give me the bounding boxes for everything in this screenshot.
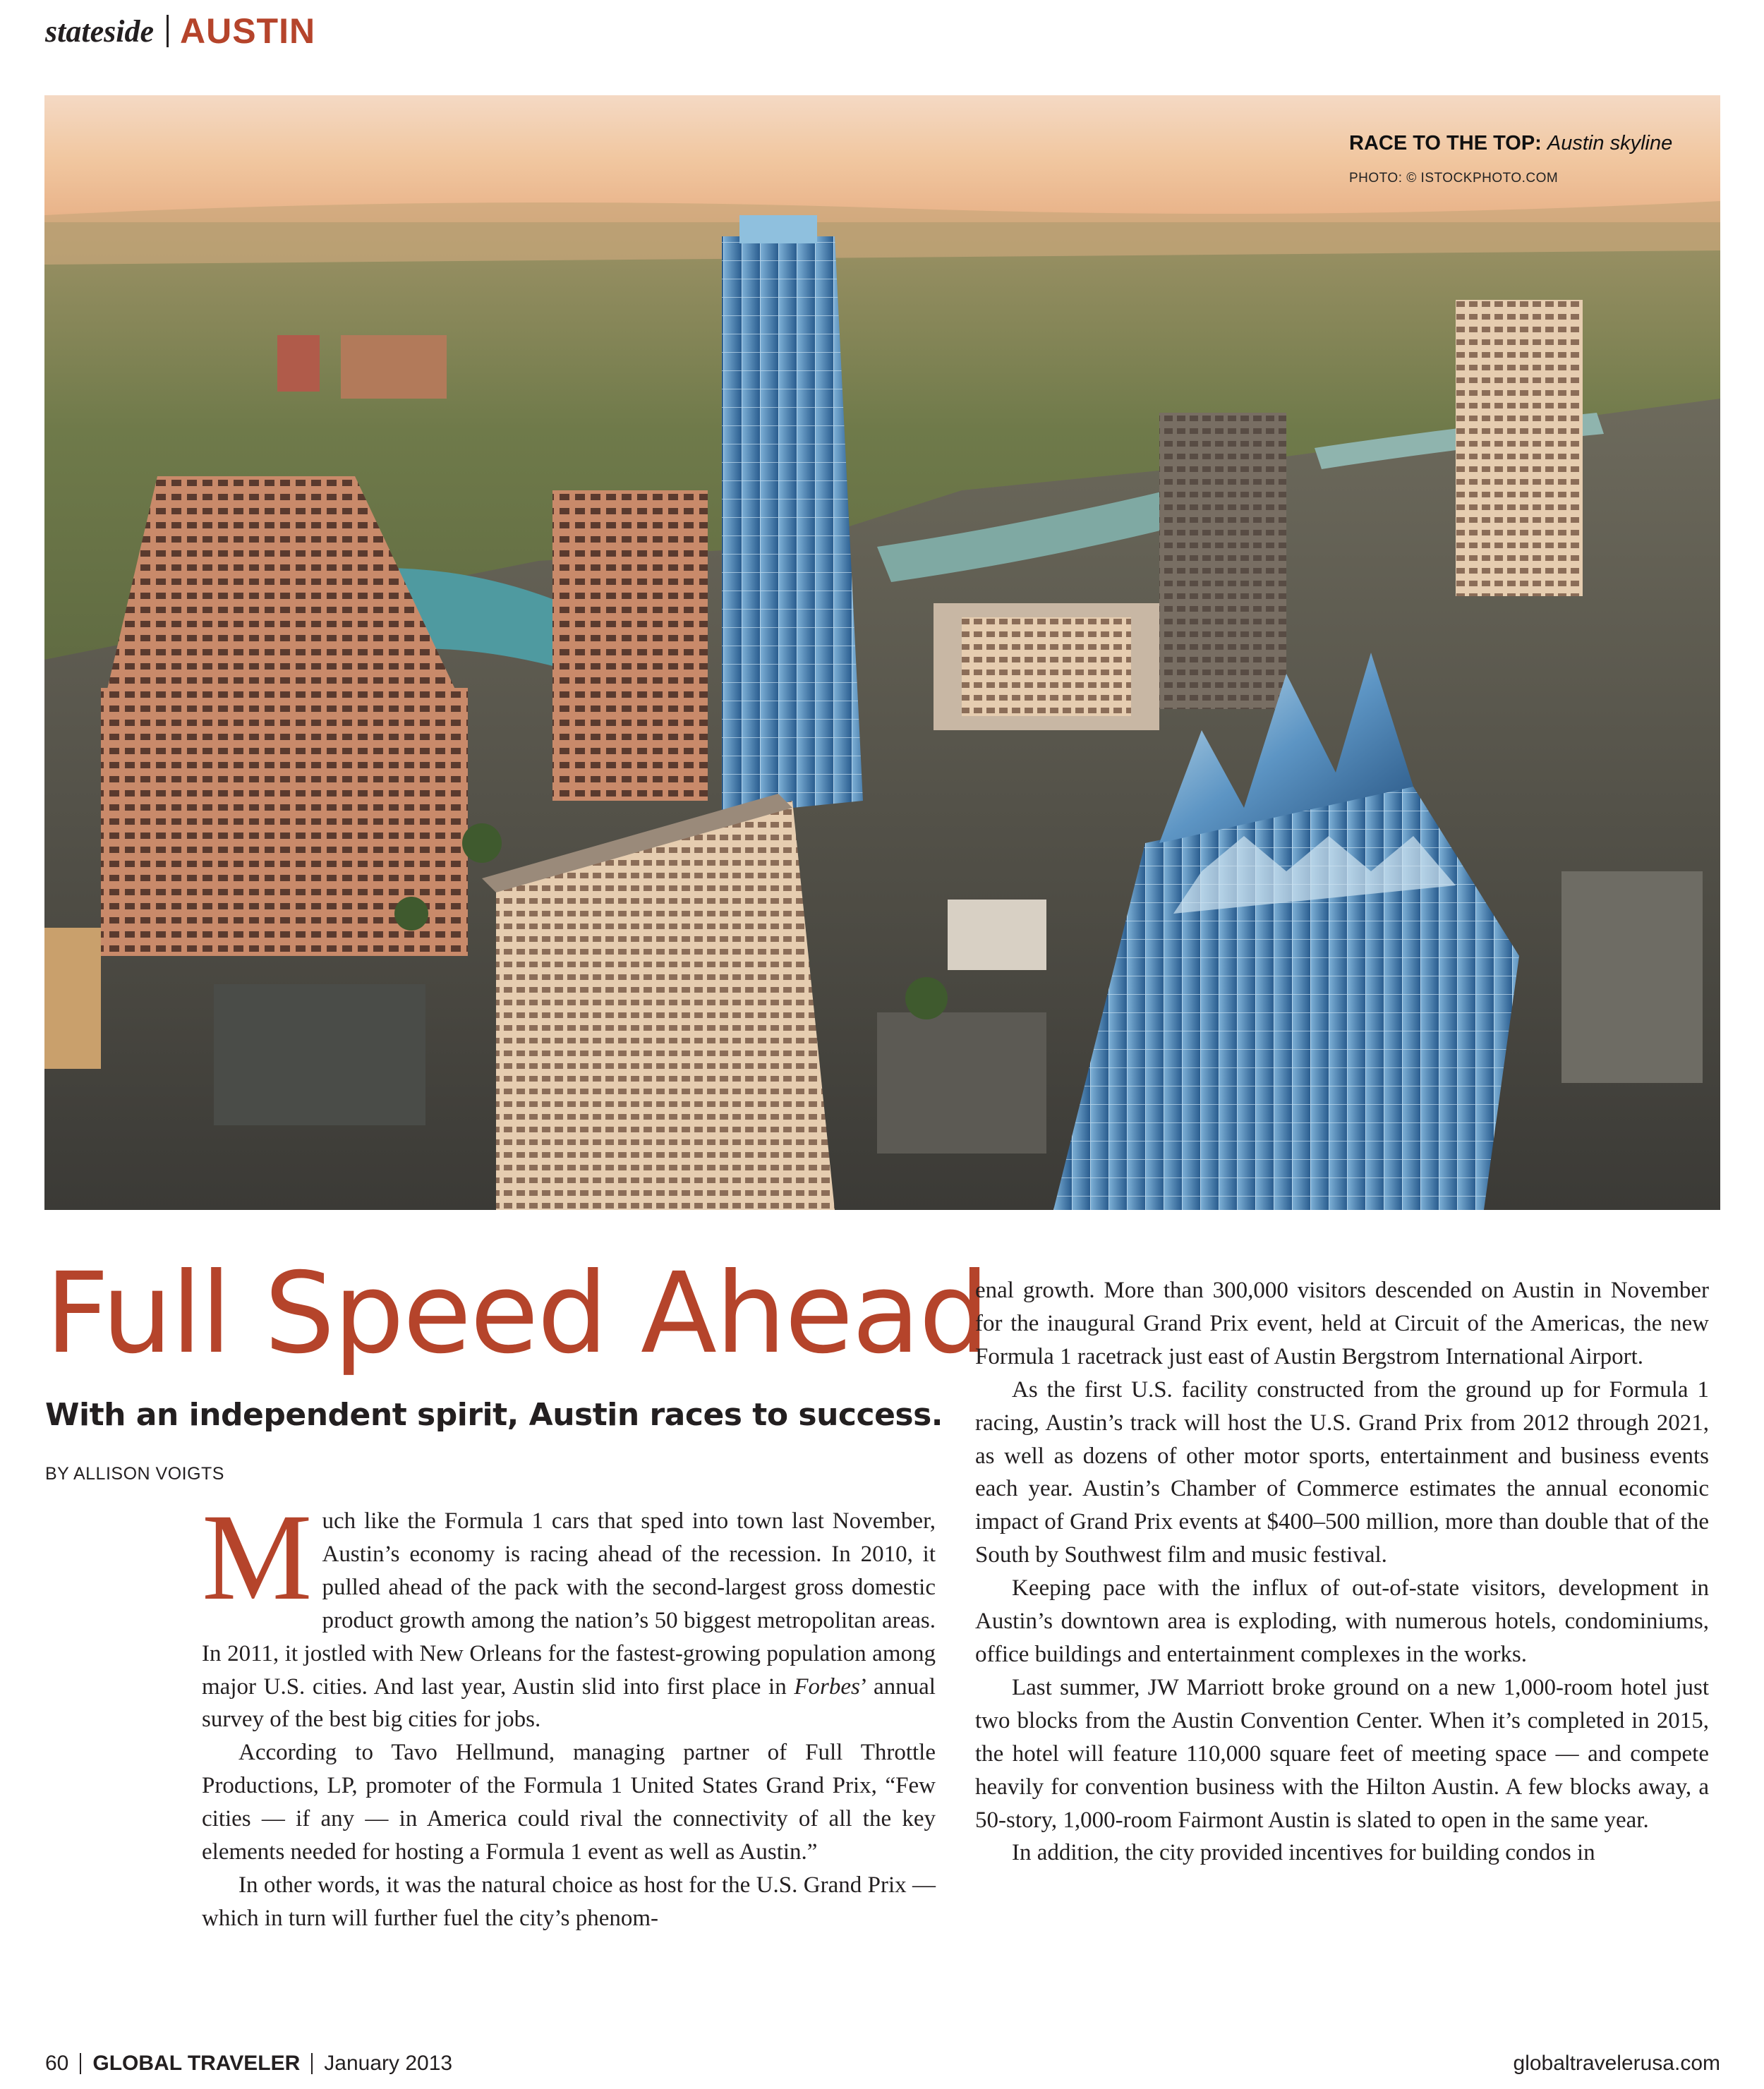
section-label: stateside: [45, 13, 154, 49]
page-footer: [45, 2049, 1720, 2078]
issue-date: January 2013: [324, 2052, 453, 2075]
body-paragraph: Last summer, JW Marriott broke ground on a new 1,000-room hotel just two blocks from the Austin Convention Center. When it’s completed in 2015, the hotel will feature 110,000 square feet of meeting space — and compete heavily for convention business with the Hilton Austin. A few blocks away, a 50-story, 1,000-room Fairmont Austin is slated to open in the same year.: [975, 1674, 1709, 1833]
body-paragraph: In other words, it was the natural choice as host for the U.S. Grand Prix — which in turn will further fuel the city’s phenom-: [202, 1872, 936, 1931]
skyline-illustration: [44, 95, 1720, 1210]
article-column-right: [975, 1274, 1709, 1870]
body-text: uch like the Formula 1 cars that sped into town last November, Austin’s economy is racing ahead of the recession. In 2010, it pulled ahead of the pack with the second-largest gross domestic product growth among the nation’s 50 biggest metropolitan areas. In 2011, it jostled with New Orleans for the fastest-growing population among major U.S. cities. And last year, Austin slid into first place in: [202, 1508, 936, 1700]
body-paragraph: [202, 1489, 936, 1736]
deck: With an independent spirit, Austin races to success.: [45, 1397, 943, 1433]
caption-text: Austin skyline: [1547, 132, 1673, 155]
header-divider: [167, 15, 169, 47]
body-paragraph: Keeping pace with the influx of out-of-state visitors, development in Austin’s downtown area is exploding, with numerous hotels, condominiums, office buildings and entertainment complexes in the works.: [975, 1575, 1709, 1667]
body-paragraph: enal growth. More than 300,000 visitors descended on Austin in November for the inaugural Grand Prix event, held at Circuit of the Americas, the new Formula 1 racetrack just east of Austin Bergstrom International Airport.: [975, 1278, 1709, 1369]
caption-title-label: RACE TO THE TOP:: [1349, 132, 1542, 155]
body-paragraph: As the first U.S. facility constructed from the ground up for Formula 1 racing, Austin’s track will host the U.S. Grand Prix from 2012 through 2021, as well as dozens of other motor sports, entertainment and business events each year. Austin’s Chamber of Commerce estimates the annual economic impact of Grand Prix events at $400–500 million, more than double that of the South by Southwest film and music festival.: [975, 1376, 1709, 1568]
caption-title: [1349, 132, 1695, 155]
article-column-left: [202, 1489, 936, 1935]
body-text: ’ annual survey of the best big cities for jobs.: [202, 1673, 936, 1733]
body-paragraph: According to Tavo Hellmund, managing partner of Full Throttle Productions, LP, promoter of the Formula 1 United States Grand Prix, “Few cities — if any — in America could rival the connectivity of all the key elements needed for hosting a Formula 1 event as well as Austin.”: [202, 1740, 936, 1865]
section-header: [45, 10, 315, 52]
body-paragraph: In addition, the city provided incentives for building condos in: [1012, 1840, 1595, 1866]
city-label: AUSTIN: [179, 11, 316, 51]
photo-caption: [1349, 132, 1695, 186]
footer-divider: [80, 2053, 81, 2074]
dropcap: M: [202, 1489, 313, 1626]
page-number: 60: [45, 2052, 69, 2075]
byline: BY ALLISON VOIGTS: [45, 1464, 224, 1484]
magazine-name: GLOBAL TRAVELER: [92, 2052, 301, 2075]
headline: Full Speed Ahead: [45, 1249, 989, 1379]
photo-credit: PHOTO: © ISTOCKPHOTO.COM: [1349, 171, 1559, 186]
publication-name: Forbes: [794, 1673, 860, 1700]
footer-divider: [311, 2053, 313, 2074]
website-url: globaltravelerusa.com: [1513, 2052, 1720, 2075]
skyline-photo: [44, 95, 1720, 1210]
